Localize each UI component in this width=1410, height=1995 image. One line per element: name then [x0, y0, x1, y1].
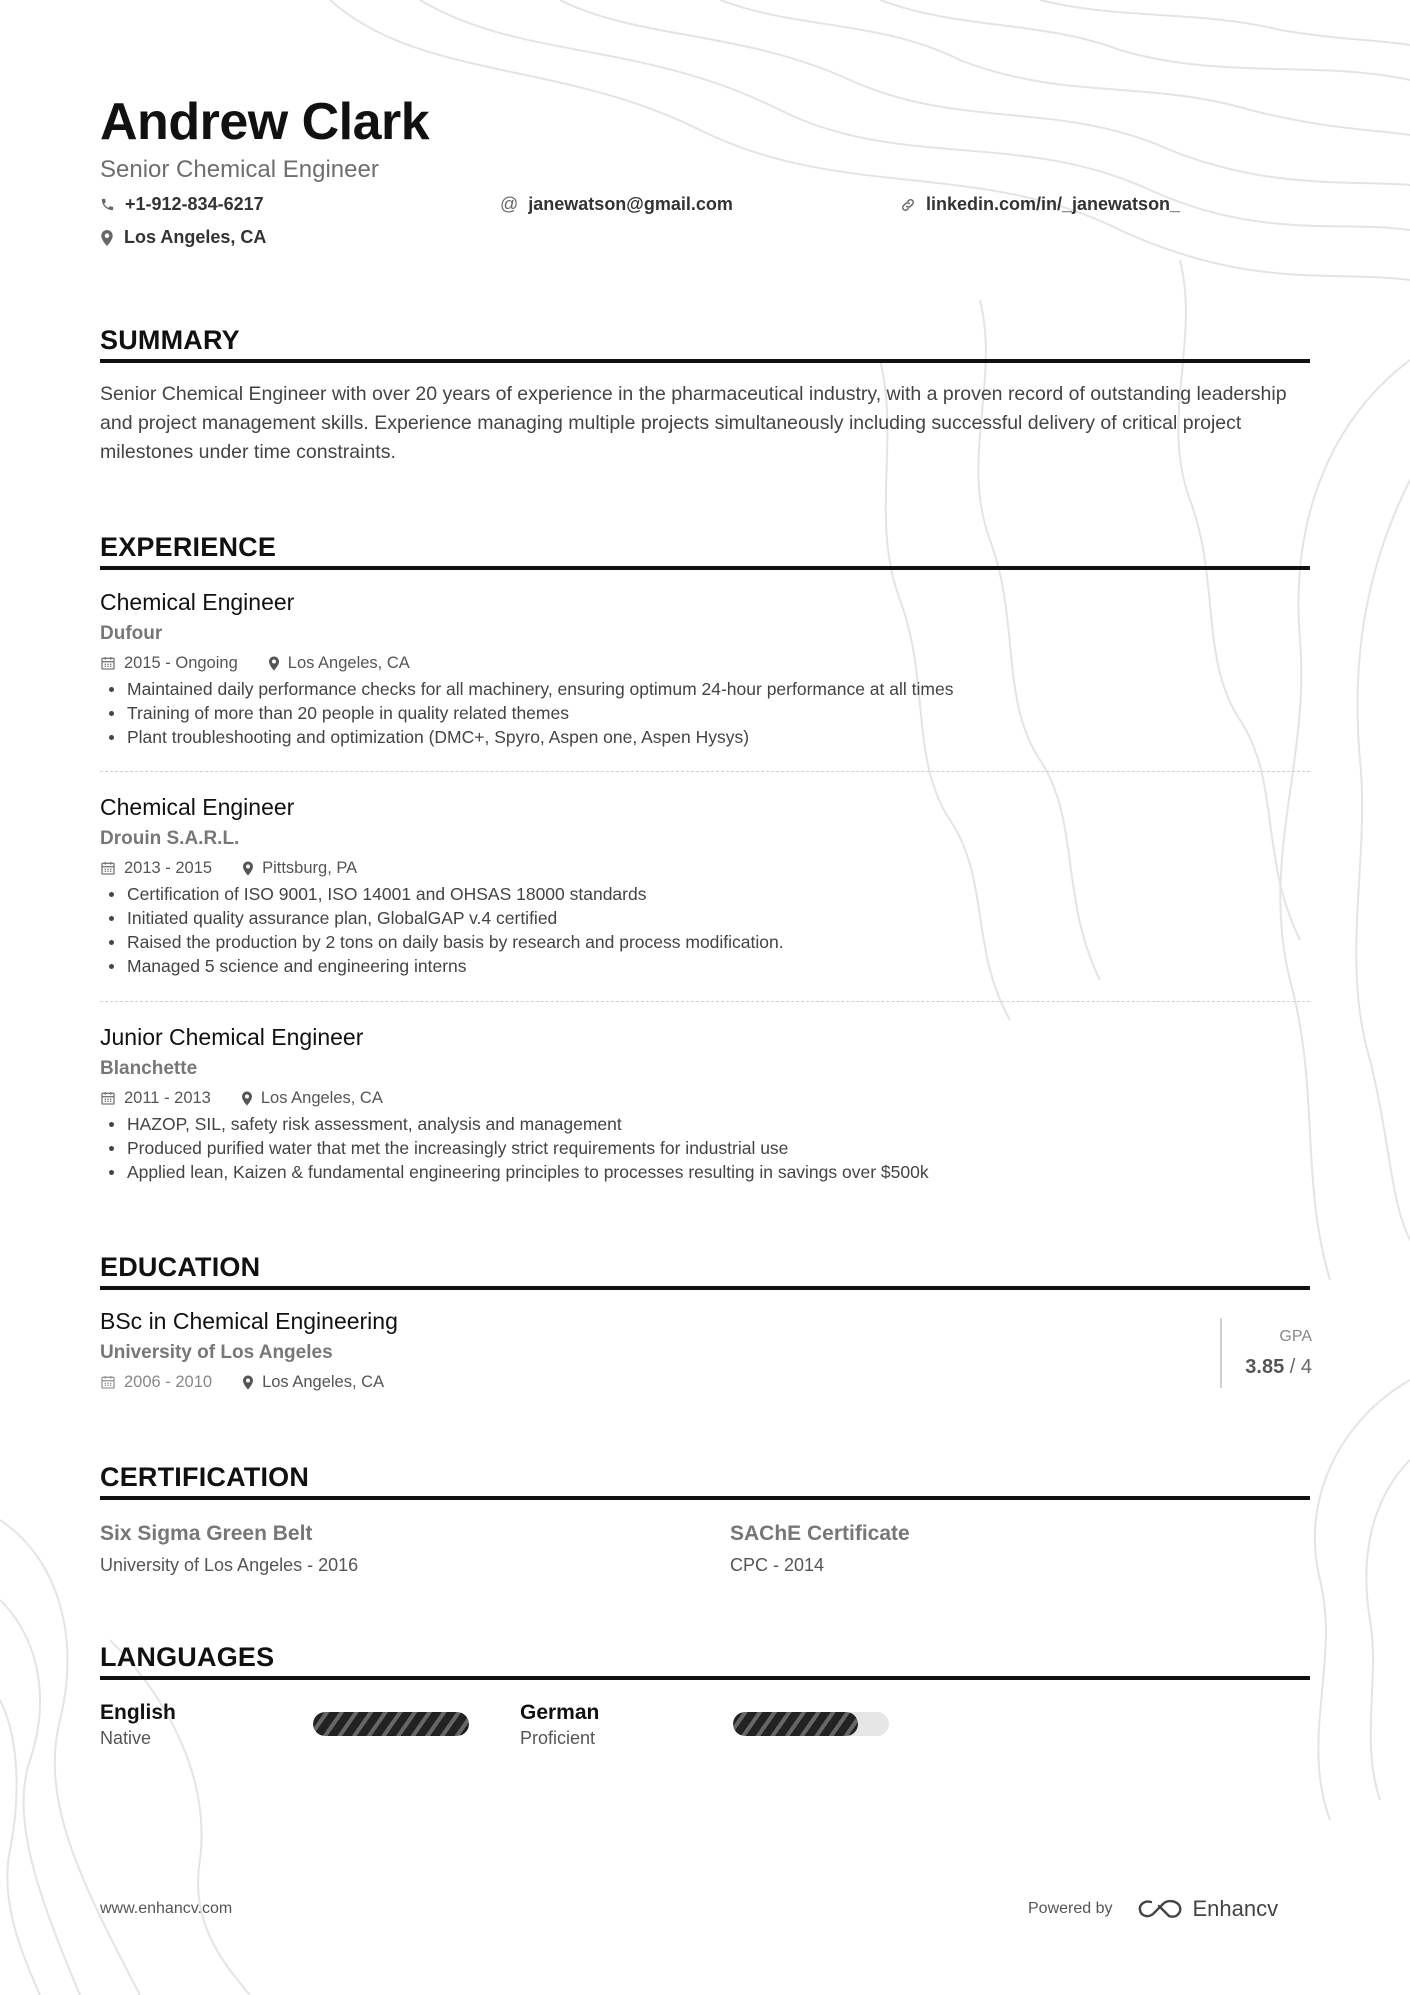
- experience-entry: [100, 587, 1310, 749]
- experience-entry: [100, 792, 1310, 978]
- education-section-header: [100, 1252, 1310, 1290]
- gpa-label: GPA: [1279, 1328, 1312, 1345]
- at-icon: @: [500, 194, 519, 214]
- certification-item: [100, 1520, 358, 1577]
- certification-heading: CERTIFICATION: [100, 1462, 310, 1492]
- contact-phone[interactable]: [100, 194, 264, 215]
- contact-linkedin[interactable]: [900, 194, 1180, 215]
- candidate-title: Senior Chemical Engineer: [100, 156, 379, 183]
- experience-section-header: [100, 532, 1310, 570]
- section-rule: [100, 1496, 1310, 1500]
- enhancv-logo-icon: [1137, 1897, 1183, 1921]
- job-location: [268, 652, 410, 674]
- job-company: Dufour: [100, 623, 163, 644]
- job-location: [242, 857, 357, 879]
- certification-detail: University of Los Angeles - 2016: [100, 1555, 359, 1575]
- job-location-text: Los Angeles, CA: [287, 654, 410, 672]
- job-title: Junior Chemical Engineer: [100, 1024, 364, 1050]
- bullet-item: Managed 5 science and engineering interns: [100, 954, 1310, 978]
- certification-item: [730, 1520, 910, 1577]
- job-dates: 2013 - 2015: [124, 859, 213, 877]
- section-rule: [100, 566, 1310, 570]
- job-meta: [100, 1087, 1310, 1109]
- location-pin-icon: [242, 861, 254, 876]
- calendar-icon: [100, 1090, 116, 1106]
- experience-heading: EXPERIENCE: [100, 532, 277, 562]
- job-location-text: Los Angeles, CA: [260, 1089, 383, 1107]
- language-item: [520, 1700, 599, 1750]
- school-name: University of Los Angeles: [100, 1342, 333, 1363]
- calendar-icon: [100, 655, 116, 671]
- job-bullets: [100, 677, 1310, 749]
- language-level: Native: [100, 1728, 152, 1748]
- job-location: [241, 1087, 383, 1109]
- bullet-item: Raised the production by 2 tons on daily basis by research and process modification.: [100, 930, 1310, 954]
- education-dates: 2006 - 2010: [124, 1373, 213, 1391]
- footer-brand[interactable]: [1028, 1896, 1278, 1922]
- location-pin-icon: [242, 1375, 254, 1390]
- job-bullets: [100, 1112, 1310, 1184]
- candidate-name: Andrew Clark: [100, 93, 430, 151]
- job-meta: [100, 652, 1310, 674]
- phone-text: +1-912-834-6217: [125, 194, 264, 214]
- job-meta: [100, 857, 1310, 879]
- bullet-item: Training of more than 20 people in quality related themes: [100, 701, 1310, 725]
- email-text: janewatson@gmail.com: [528, 194, 733, 214]
- phone-icon: [100, 197, 115, 212]
- certification-detail: CPC - 2014: [730, 1555, 825, 1575]
- contact-email[interactable]: [500, 194, 733, 215]
- footer-url[interactable]: www.enhancv.com: [100, 1900, 233, 1917]
- gpa-score: 3.85: [1245, 1356, 1285, 1378]
- bullet-item: Plant troubleshooting and optimization (DMC+, Spyro, Aspen one, Aspen Hysys): [100, 725, 1310, 749]
- gpa-box: [1220, 1318, 1312, 1388]
- job-title: Chemical Engineer: [100, 794, 295, 820]
- location-text: Los Angeles, CA: [124, 227, 267, 247]
- job-bullets: [100, 882, 1310, 978]
- bullet-item: Initiated quality assurance plan, GlobalGAP v.4 certified: [100, 906, 1310, 930]
- job-company: Blanchette: [100, 1058, 198, 1079]
- section-rule: [100, 1286, 1310, 1290]
- location-pin-icon: [241, 1091, 253, 1106]
- certification-section-header: [100, 1462, 1310, 1500]
- entry-divider: [100, 1001, 1310, 1002]
- calendar-icon: [100, 860, 116, 876]
- language-proficiency-fill: [313, 1712, 469, 1736]
- location-pin-icon: [100, 230, 114, 246]
- bullet-item: Maintained daily performance checks for all machinery, ensuring optimum 24-hour performance at all times: [100, 677, 1310, 701]
- contact-location: [100, 227, 266, 248]
- languages-heading: LANGUAGES: [100, 1642, 275, 1672]
- job-dates: 2015 - Ongoing: [124, 654, 238, 672]
- job-location-text: Pittsburg, PA: [262, 859, 358, 877]
- gpa-value: 3.85 / 4: [1245, 1356, 1312, 1378]
- education-location-text: Los Angeles, CA: [262, 1373, 385, 1391]
- experience-entry: [100, 1022, 1310, 1184]
- brand-logo: [1137, 1896, 1279, 1922]
- entry-divider: [100, 771, 1310, 772]
- education-meta: [100, 1371, 1310, 1393]
- job-dates: 2011 - 2013: [124, 1089, 211, 1107]
- bullet-item: Produced purified water that met the increasingly strict requirements for industrial use: [100, 1136, 1310, 1160]
- section-rule: [100, 359, 1310, 363]
- certification-name: Six Sigma Green Belt: [100, 1522, 313, 1545]
- language-proficiency-bar: [313, 1712, 469, 1736]
- education-heading: EDUCATION: [100, 1252, 261, 1282]
- calendar-icon: [100, 1374, 116, 1390]
- language-level: Proficient: [520, 1728, 596, 1748]
- degree-title: BSc in Chemical Engineering: [100, 1308, 398, 1334]
- brand-name: Enhancv: [1192, 1896, 1279, 1921]
- language-name: German: [520, 1701, 600, 1724]
- link-icon: [900, 197, 916, 213]
- language-proficiency-bar: [733, 1712, 889, 1736]
- gpa-max: 4: [1300, 1356, 1312, 1378]
- language-proficiency-fill: [733, 1712, 858, 1736]
- section-rule: [100, 1676, 1310, 1680]
- bullet-item: Applied lean, Kaizen & fundamental engineering principles to processes resulting in savings over $500k: [100, 1160, 1310, 1184]
- summary-heading: SUMMARY: [100, 325, 240, 355]
- language-name: English: [100, 1701, 176, 1724]
- bullet-item: HAZOP, SIL, safety risk assessment, analysis and management: [100, 1112, 1310, 1136]
- languages-section-header: [100, 1642, 1310, 1680]
- powered-by-text: Powered by: [1028, 1900, 1113, 1917]
- job-company: Drouin S.A.R.L.: [100, 828, 240, 849]
- location-pin-icon: [268, 656, 280, 671]
- summary-text: Senior Chemical Engineer with over 20 years of experience in the pharmaceutical industry, with a proven record of outstanding leadership and project management skills. Experience managing multiple projects simultaneously including successful delivery of critical project milestones under time constraints.: [100, 383, 1287, 463]
- language-item: [100, 1700, 176, 1750]
- job-title: Chemical Engineer: [100, 589, 295, 615]
- education-location: [242, 1371, 384, 1393]
- certification-name: SAChE Certificate: [730, 1522, 910, 1545]
- education-entry: [100, 1306, 1310, 1393]
- bullet-item: Certification of ISO 9001, ISO 14001 and OHSAS 18000 standards: [100, 882, 1310, 906]
- linkedin-text: linkedin.com/in/_janewatson_: [926, 194, 1181, 214]
- summary-section-header: [100, 325, 1310, 363]
